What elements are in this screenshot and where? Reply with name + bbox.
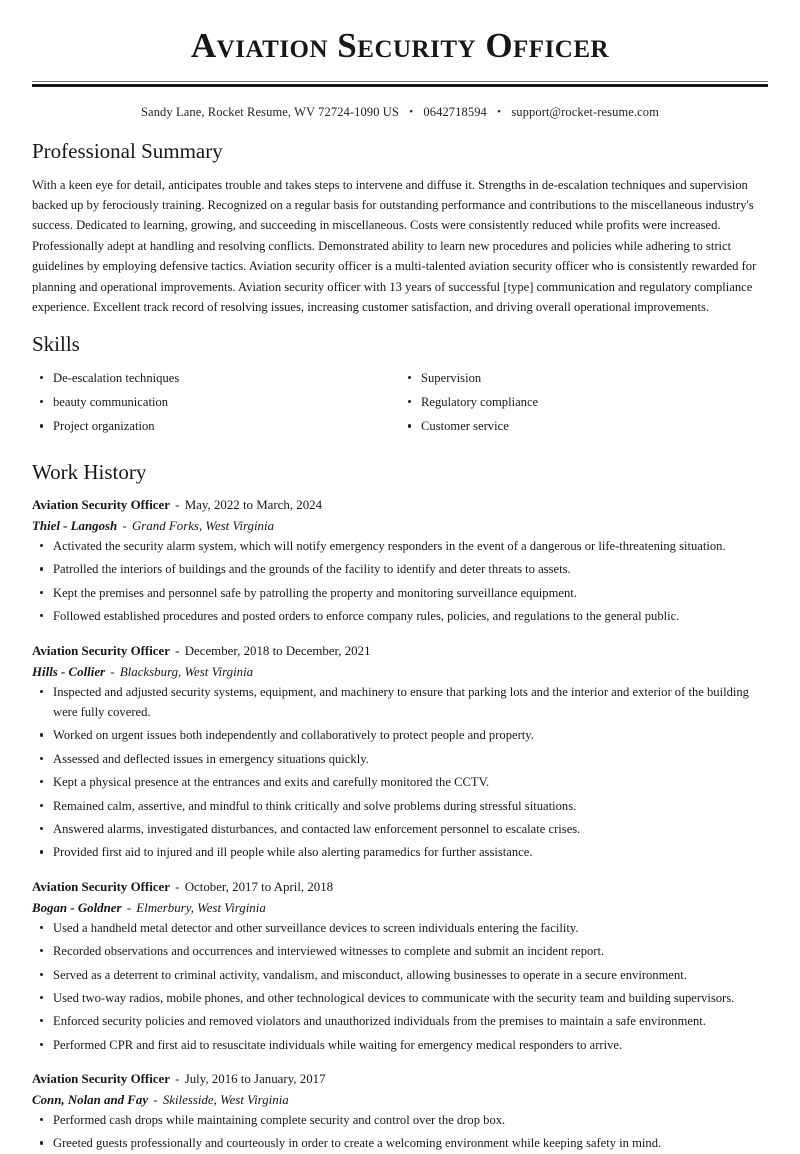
- list-item: beauty communication: [32, 392, 400, 412]
- job-title-line: [32, 641, 768, 661]
- list-item: Greeted guests professionally and courteously in order to create a welcoming environment while keeping safety in mind.: [32, 1133, 768, 1153]
- professional-summary-section: [32, 138, 768, 317]
- list-item: Activated the security alarm system, which will notify emergency responders in the event of a dangerous or life-threatening situation.: [32, 536, 768, 556]
- job-title-line: [32, 495, 768, 515]
- job-separator: -: [171, 1072, 183, 1087]
- job-title-line: [32, 877, 768, 897]
- job-dates: July, 2016 to January, 2017: [184, 1072, 326, 1087]
- job-entry: [32, 1069, 768, 1154]
- skills-column-right: [400, 368, 768, 441]
- contact-address: Sandy Lane, Rocket Resume, WV 72724-1090 US: [141, 105, 399, 120]
- list-item: Answered alarms, investigated disturbances, and contacted law enforcement personnel to escalate crises.: [32, 819, 768, 839]
- contact-line: [32, 87, 768, 124]
- job-company-line: [32, 1090, 768, 1110]
- skills-column-left: [32, 368, 400, 441]
- job-bullet-list: [32, 1110, 768, 1154]
- work-history-section: [32, 459, 768, 1154]
- section-heading-skills: Skills: [32, 332, 80, 357]
- list-item: Used two-way radios, mobile phones, and other technological devices to communicate with the security team and building supervisors.: [32, 988, 768, 1008]
- job-entry: [32, 495, 768, 627]
- job-separator: -: [107, 664, 118, 679]
- contact-separator-2: •: [497, 106, 502, 119]
- list-item: Remained calm, assertive, and mindful to think critically and solve problems during stressful situations.: [32, 796, 768, 816]
- job-separator: -: [171, 879, 183, 894]
- list-item: Performed CPR and first aid to resuscitate individuals while waiting for emergency medical responders to arrive.: [32, 1035, 768, 1055]
- job-separator: -: [171, 498, 183, 513]
- job-bullet-list: [32, 918, 768, 1055]
- contact-phone: 0642718594: [423, 105, 487, 120]
- list-item: Customer service: [400, 416, 768, 436]
- job-company: Thiel - Langosh: [32, 519, 118, 534]
- skills-list-left: [32, 368, 400, 437]
- job-company: Conn, Nolan and Fay: [32, 1093, 149, 1108]
- job-entry: [32, 877, 768, 1055]
- job-bullet-list: [32, 536, 768, 627]
- job-dates: May, 2022 to March, 2024: [184, 498, 323, 513]
- job-dates: October, 2017 to April, 2018: [184, 879, 334, 894]
- skills-columns: [32, 368, 768, 441]
- job-dates: December, 2018 to December, 2021: [184, 643, 371, 658]
- list-item: De-escalation techniques: [32, 368, 400, 388]
- job-bullet-list: [32, 682, 768, 863]
- list-item: Kept the premises and personnel safe by patrolling the property and monitoring surveillance equipment.: [32, 583, 768, 603]
- job-title: Aviation Security Officer: [32, 498, 170, 513]
- page-title: Aviation Security Officer: [190, 26, 610, 65]
- job-company-line: [32, 516, 768, 536]
- summary-paragraph: With a keen eye for detail, anticipates trouble and takes steps to intervene and diffuse it. Strengths in de-escalation techniques and supervision backed up by ferociously training. Recognized on a regular basis for outstanding performance and contributions to the miscellaneous industry's success. Dedicated to learning, growing, and succeeding in miscellaneous. Costs were consistently reduced while profits were increased. Professionally adept at handling and resolving conflicts. Demonstrated ability to learn new procedures and policies while adhering to strict guidelines by employing defensive tactics. Aviation security officer is a multi-talented aviation security officer who is consistently rewarded for planning and operational improvements. Aviation security officer with 13 years of successful [type] communication and regulatory compliance experience. Excellent track record of resolving issues, increasing customer satisfaction, and driving overall operational improvements.: [32, 177, 757, 314]
- list-item: Project organization: [32, 416, 400, 436]
- job-company: Hills - Collier: [32, 664, 106, 679]
- job-company-line: [32, 662, 768, 682]
- list-item: Kept a physical presence at the entrances and exits and carefully monitored the CCTV.: [32, 772, 768, 792]
- list-item: Inspected and adjusted security systems, equipment, and machinery to ensure that parking lots and the interior and exterior of the building were fully covered.: [32, 682, 768, 723]
- job-separator: -: [123, 900, 135, 915]
- job-company-line: [32, 898, 768, 918]
- list-item: Supervision: [400, 368, 768, 388]
- job-title: Aviation Security Officer: [32, 879, 170, 894]
- job-location: Blacksburg, West Virginia: [119, 664, 254, 679]
- section-heading-work-history: Work History: [32, 459, 147, 484]
- job-title: Aviation Security Officer: [32, 1072, 170, 1087]
- contact-email: support@rocket-resume.com: [511, 105, 659, 120]
- job-separator: -: [171, 643, 183, 658]
- job-separator: -: [119, 519, 130, 534]
- list-item: Provided first aid to injured and ill people while also alerting paramedics for further assistance.: [32, 842, 768, 862]
- section-heading-summary: Professional Summary: [32, 139, 223, 164]
- contact-separator-1: •: [409, 106, 414, 119]
- job-location: Skilesside, West Virginia: [162, 1093, 289, 1108]
- list-item: Regulatory compliance: [400, 392, 768, 412]
- job-separator: -: [150, 1093, 161, 1108]
- list-item: Patrolled the interiors of buildings and the grounds of the facility to identify and deter threats to assets.: [32, 559, 768, 579]
- job-company: Bogan - Goldner: [32, 900, 122, 915]
- job-location: Elmerbury, West Virginia: [136, 900, 266, 915]
- list-item: Worked on urgent issues both independently and collaboratively to protect people and property.: [32, 725, 768, 745]
- list-item: Recorded observations and occurrences and interviewed witnesses to complete and submit an incident report.: [32, 941, 768, 961]
- job-location: Grand Forks, West Virginia: [131, 519, 275, 534]
- list-item: Assessed and deflected issues in emergency situations quickly.: [32, 749, 768, 769]
- list-item: Performed cash drops while maintaining complete security and control over the drop box.: [32, 1110, 768, 1130]
- list-item: Served as a deterrent to criminal activity, vandalism, and misconduct, allowing businesses to operate in a secure environment.: [32, 965, 768, 985]
- list-item: Used a handheld metal detector and other surveillance devices to screen individuals entering the facility.: [32, 918, 768, 938]
- job-title: Aviation Security Officer: [32, 643, 170, 658]
- list-item: Followed established procedures and posted orders to enforce company rules, policies, and regulations to the general public.: [32, 606, 768, 626]
- skills-section: [32, 331, 768, 440]
- job-entry: [32, 641, 768, 863]
- list-item: Enforced security policies and removed violators and unauthorized individuals from the premises to maintain a safe environment.: [32, 1011, 768, 1031]
- skills-list-right: [400, 368, 768, 437]
- job-title-line: [32, 1069, 768, 1089]
- job-list: [32, 495, 768, 1154]
